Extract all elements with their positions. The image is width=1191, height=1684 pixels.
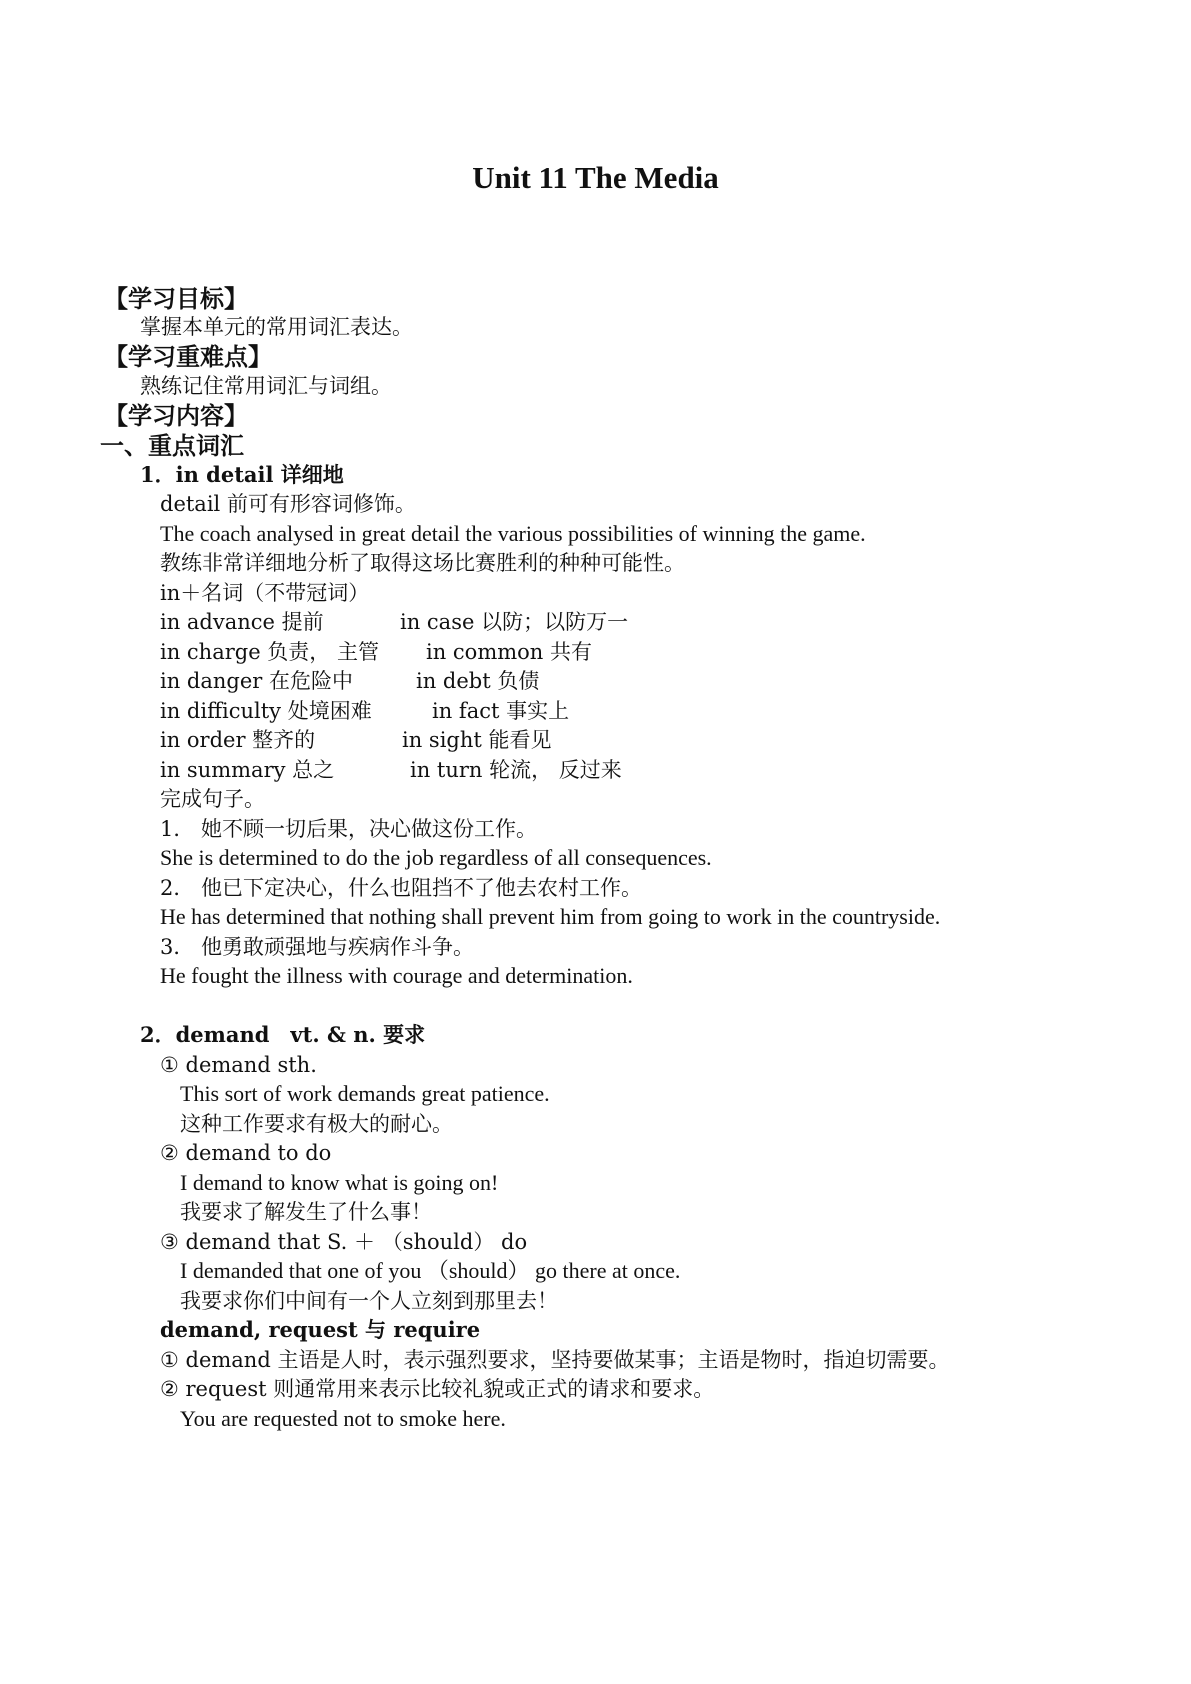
item1-example-en: The coach analysed in great detail the various possibilities of winning the game. <box>160 521 866 546</box>
compare-example: You are requested not to smoke here. <box>180 1406 506 1431</box>
key-points-heading: 【学习重难点】 <box>104 343 272 371</box>
content-heading: 【学习内容】 <box>104 402 248 430</box>
compare-heading: demand, request 与 require <box>160 1317 481 1342</box>
phrase-right: in fact 事实上 <box>432 699 570 723</box>
usage-example-cn: 我要求你们中间有一个人立刻到那里去！ <box>180 1289 558 1313</box>
exercise-en: He fought the illness with courage and determination. <box>160 963 633 988</box>
compare-point: ① demand 主语是人时，表示强烈要求，坚持要做某事；主语是物时，指迫切需要。 <box>160 1348 950 1372</box>
phrase-left: in danger 在危险中 <box>160 669 353 693</box>
exercise-cn: 1． 她不顾一切后果，决心做这份工作。 <box>160 817 538 841</box>
usage-example-cn: 我要求了解发生了什么事！ <box>180 1200 432 1224</box>
usage-example-en: I demanded that one of you （should） go there at once. <box>180 1258 681 1283</box>
usage-example-en: I demand to know what is going on! <box>180 1170 499 1195</box>
item2-heading: 2．demand vt. & n. 要求 <box>140 1022 426 1047</box>
exercise-cn: 3． 他勇敢顽强地与疾病作斗争。 <box>160 935 475 959</box>
key-points-text: 熟练记住常用词汇与词组。 <box>140 374 392 398</box>
exercise-en: He has determined that nothing shall prevent him from going to work in the countryside. <box>160 904 941 929</box>
item1-note: detail 前可有形容词修饰。 <box>160 492 416 516</box>
phrase-left: in charge 负责， 主管 <box>160 640 379 664</box>
exercise-cn: 2． 他已下定决心，什么也阻挡不了他去农村工作。 <box>160 876 643 900</box>
usage-pattern: ③ demand that S. ＋ （should） do <box>160 1230 528 1254</box>
phrase-right: in turn 轮流， 反过来 <box>410 758 622 782</box>
objectives-heading: 【学习目标】 <box>104 285 248 313</box>
phrase-right: in case 以防；以防万一 <box>400 610 629 634</box>
phrase-left: in order 整齐的 <box>160 728 316 752</box>
phrase-right: in sight 能看见 <box>402 728 552 752</box>
item1-example-cn: 教练非常详细地分析了取得这场比赛胜利的种种可能性。 <box>160 551 685 575</box>
usage-example-cn: 这种工作要求有极大的耐心。 <box>180 1112 453 1136</box>
usage-pattern: ① demand sth. <box>160 1053 317 1077</box>
usage-example-en: This sort of work demands great patience. <box>180 1081 550 1106</box>
usage-pattern: ② demand to do <box>160 1141 332 1165</box>
phrase-left: in summary 总之 <box>160 758 335 782</box>
objectives-text: 掌握本单元的常用词汇表达。 <box>140 315 413 339</box>
exercise-heading: 完成句子。 <box>160 787 265 811</box>
item1-pattern: in＋名词（不带冠词） <box>160 581 370 605</box>
phrase-left: in advance 提前 <box>160 610 324 634</box>
section-heading: 一、重点词汇 <box>100 432 244 460</box>
compare-point: ② request 则通常用来表示比较礼貌或正式的请求和要求。 <box>160 1377 715 1401</box>
item1-heading: 1．in detail 详细地 <box>140 462 344 487</box>
phrase-right: in common 共有 <box>426 640 592 664</box>
page-title: Unit 11 The Media <box>472 160 719 195</box>
phrase-left: in difficulty 处境困难 <box>160 699 372 723</box>
phrase-right: in debt 负债 <box>416 669 540 693</box>
exercise-en: She is determined to do the job regardless of all consequences. <box>160 845 712 870</box>
